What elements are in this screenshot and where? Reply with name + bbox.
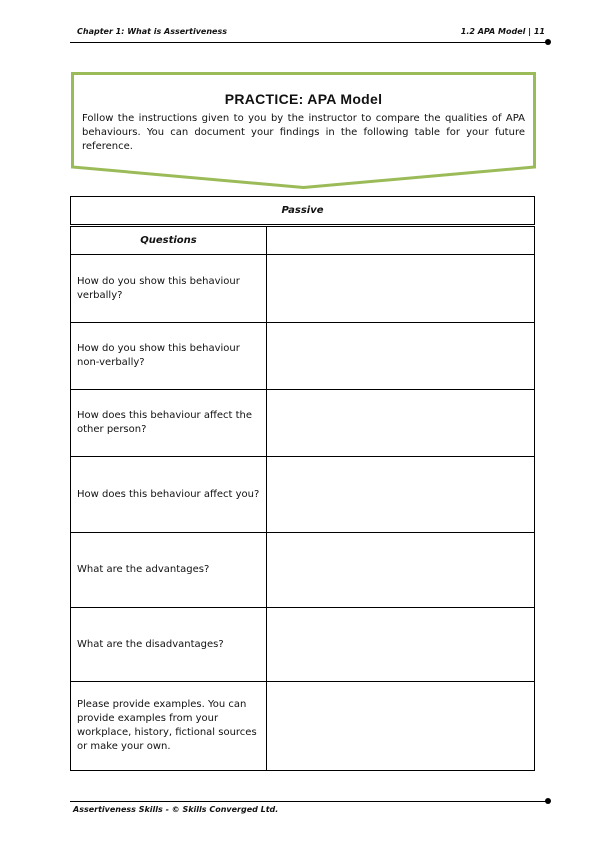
table-row <box>71 682 535 771</box>
answer-cell[interactable] <box>267 457 535 533</box>
question-cell: Please provide examples. You can provide examples from your workplace, history, fictional sources or make your own. <box>71 682 267 771</box>
question-cell: How does this behaviour affect you? <box>71 457 267 533</box>
table-row <box>71 533 535 608</box>
answer-cell[interactable] <box>267 533 535 608</box>
question-cell: How does this behaviour affect the other person? <box>71 390 267 457</box>
footer-copyright: Assertiveness Skills - © Skills Converged Ltd. <box>73 805 279 814</box>
table-row <box>71 323 535 390</box>
chapter-header: Chapter 1: What is Assertiveness <box>77 27 227 36</box>
section-page-header: 1.2 APA Model | 11 <box>460 27 545 36</box>
practice-title: PRACTICE: APA Model <box>224 91 383 107</box>
table-row <box>71 457 535 533</box>
questions-header: Questions <box>71 226 267 255</box>
answer-cell[interactable] <box>267 323 535 390</box>
footer-divider <box>70 801 549 802</box>
table-title: Passive <box>71 197 535 226</box>
footer-bullet-dot <box>545 798 551 804</box>
question-cell: What are the disadvantages? <box>71 608 267 682</box>
header-divider <box>70 42 549 43</box>
answer-cell[interactable] <box>267 608 535 682</box>
table-row <box>71 608 535 682</box>
question-cell: How do you show this behaviour verbally? <box>71 255 267 323</box>
answer-cell[interactable] <box>267 682 535 771</box>
question-cell: How do you show this behaviour non-verbally? <box>71 323 267 390</box>
table-row <box>71 390 535 457</box>
question-cell: What are the advantages? <box>71 533 267 608</box>
practice-instructions: Follow the instructions given to you by the instructor to compare the qualities of APA behaviours. You can document your findings in the following table for your future reference. <box>82 113 525 152</box>
table-row <box>71 255 535 323</box>
table-header-row <box>71 226 535 255</box>
practice-callout <box>71 72 536 189</box>
answer-cell[interactable] <box>267 390 535 457</box>
answer-cell[interactable] <box>267 255 535 323</box>
passive-table <box>70 196 535 771</box>
table-title-row <box>71 197 535 226</box>
answers-header <box>267 226 535 255</box>
header-bullet-dot <box>545 39 551 45</box>
